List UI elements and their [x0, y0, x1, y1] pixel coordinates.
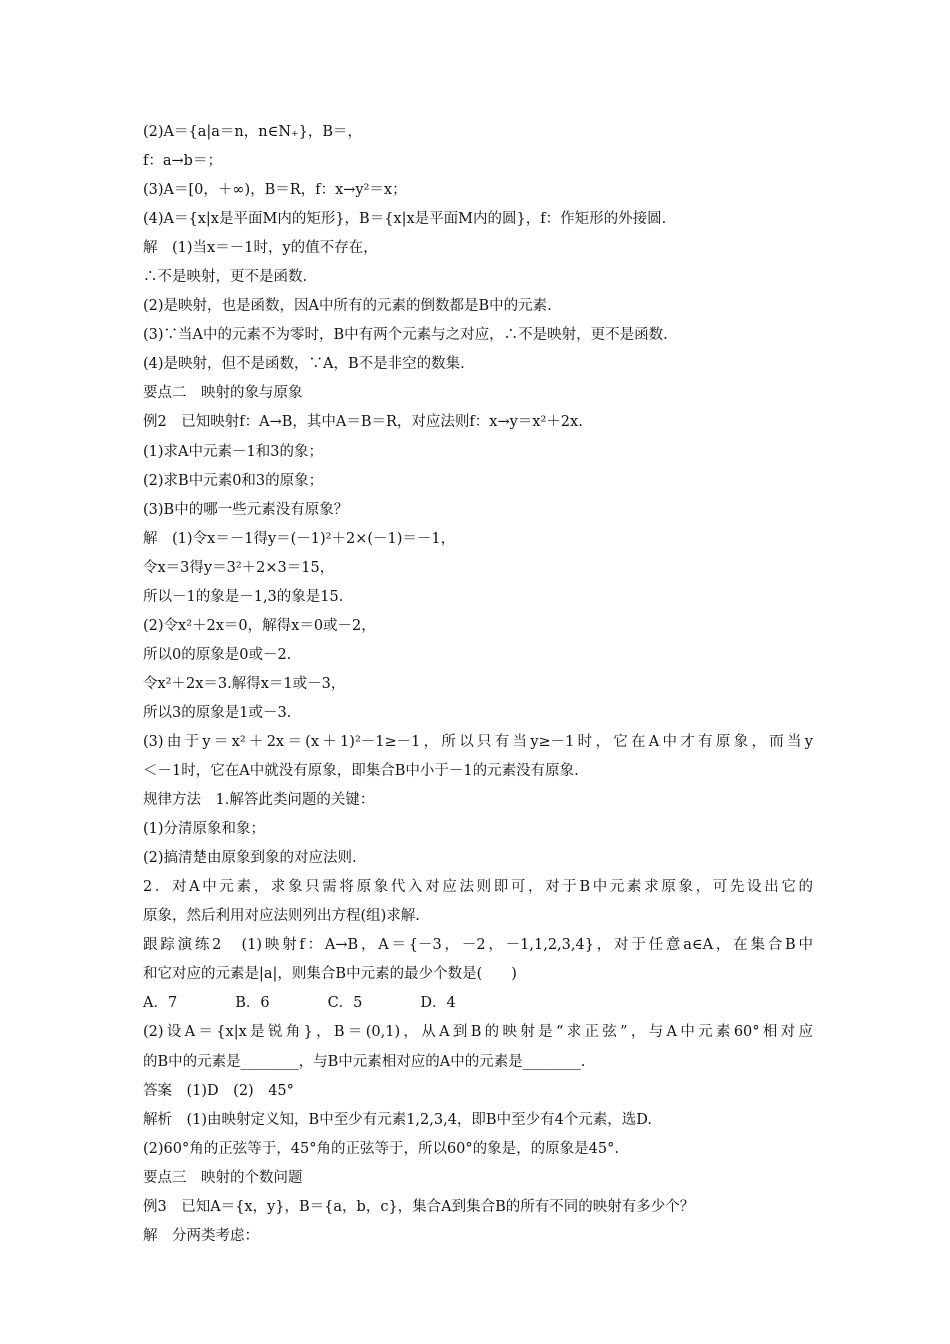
text-line: (2)设A＝{x|x是锐角}，B＝(0,1)，从A到B的映射是“求正弦”，与A中元素60°相对应 [143, 1024, 813, 1041]
example-title: 例2 已知映射f：A→B，其中A＝B＝R，对应法则f：x→y＝x²＋2x. [143, 414, 583, 431]
section-heading: 要点二 映射的象与原象 [143, 385, 303, 402]
text-line: ＜－1时，它在A中就没有原象，即集合B中小于－1的元素没有原象. [143, 763, 579, 780]
text-line: 和它对应的元素是|a|，则集合B中元素的最少个数是( ) [143, 966, 517, 983]
text-line: (4)是映射，但不是函数，∵A，B不是非空的数集. [143, 356, 465, 373]
text-line: 的B中的元素是________，与B中元素相对应的A中的元素是________. [143, 1053, 586, 1070]
text-line: (2)求B中元素0和3的原象； [143, 472, 324, 489]
text-line: (2)是映射，也是函数，因A中所有的元素的倒数都是B中的元素. [143, 298, 552, 315]
answer-options: A．7 B．6 C．5 D．4 [143, 995, 456, 1012]
text-line: (4)A＝{x|x是平面M内的矩形}，B＝{x|x是平面M内的圆}，f：作矩形的外接圆. [143, 211, 667, 228]
text-line: (3)由于y＝x²＋2x＝(x＋1)²－1≥－1，所以只有当y≥－1时，它在A中才有原象，而当y [143, 733, 813, 750]
text-line: (2)搞清楚由原象到象的对应法则. [143, 850, 357, 867]
text-line: 所以－1的象是－1,3的象是15. [143, 588, 344, 605]
text-line: 2．对A中元素，求象只需将原象代入对应法则即可，对于B中元素求原象，可先设出它的 [143, 879, 813, 896]
text-line: 解 分两类考虑： [143, 1227, 259, 1244]
text-line: (1)分清原象和象； [143, 821, 266, 838]
document-body [143, 118, 813, 1251]
method-heading: 规律方法 1.解答此类问题的关键： [143, 792, 375, 809]
text-line: (3)∵当A中的元素不为零时，B中有两个元素与之对应，∴不是映射，更不是函数. [143, 327, 668, 344]
text-line: (1)求A中元素－1和3的象； [143, 443, 323, 460]
text-line: f：a→b＝； [143, 153, 222, 170]
text-line: (2)A＝{a|a＝n，n∈N₊}，B＝， [143, 124, 363, 140]
text-line: (3)B中的哪一些元素没有原象？ [143, 501, 349, 518]
text-line: (3)A＝[0，＋∞)，B＝R，f：x→y²＝x； [143, 182, 407, 199]
text-line: 令x＝3得y＝3²＋2×3＝15， [143, 559, 335, 576]
answer-line: 答案 (1)D (2) 45° [143, 1082, 294, 1099]
text-line: ∴不是映射，更不是函数. [143, 269, 308, 286]
exercise-title: 跟踪演练2 (1)映射f：A→B，A＝{－3，－2，－1,1,2,3,4}，对于任意a∈A，在集合B中 [143, 937, 813, 954]
text-line: 所以3的原象是1或－3. [143, 704, 292, 721]
text-line: (2)60°角的正弦等于，45°角的正弦等于，所以60°的象是，的原象是45°. [143, 1140, 619, 1157]
text-line: 令x²＋2x＝3.解得x＝1或－3， [143, 675, 346, 692]
text-line: 所以0的原象是0或－2. [143, 646, 292, 663]
section-heading: 要点三 映射的个数问题 [143, 1169, 303, 1186]
example-title: 例3 已知A＝{x，y}，B＝{a，b，c}，集合A到集合B的所有不同的映射有多少个？ [143, 1198, 695, 1215]
text-line: 原象，然后利用对应法则列出方程(组)求解. [143, 908, 420, 925]
text-line: 解 (1)当x＝－1时，y的值不存在， [143, 240, 378, 257]
text-line: 解 (1)令x＝－1得y＝(－1)²＋2×(－1)＝－1， [143, 530, 456, 547]
analysis-line: 解析 (1)由映射定义知，B中至少有元素1,2,3,4，即B中至少有4个元素，选D. [143, 1111, 653, 1128]
text-line: (2)令x²＋2x＝0，解得x＝0或－2， [143, 617, 376, 634]
